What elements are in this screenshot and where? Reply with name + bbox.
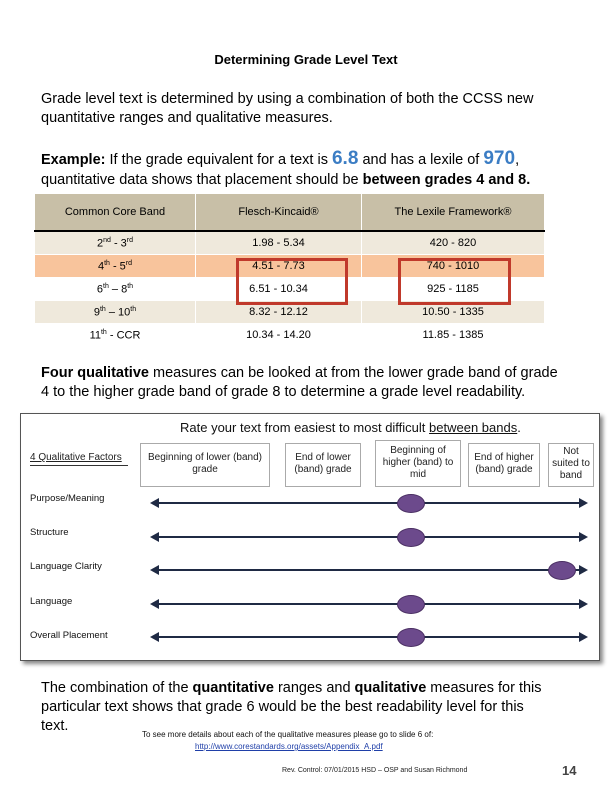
intro-paragraph: Grade level text is determined by using a combination of both the CCSS new quantitative ranges and qualitative measures.	[41, 91, 534, 126]
rate-text: Rate your text from easiest to most difficult	[180, 420, 426, 435]
scale-arrow	[150, 564, 588, 576]
table-header: Flesch-Kincaid®	[196, 194, 362, 232]
column-header	[548, 443, 594, 487]
column-header-label: Not suited to band	[552, 446, 590, 481]
example-text-2: and has a lexile of	[362, 152, 480, 168]
scale-arrow	[150, 531, 588, 543]
closing-text-3: measures for this particular text shows that grade 6 would be the best readability level for this text.	[41, 680, 542, 734]
arrowhead-right	[579, 532, 588, 542]
arrowhead-right	[579, 565, 588, 575]
fk-cell: 8.32 - 12.12	[196, 301, 362, 324]
closing-bold-1: quantitative	[192, 680, 274, 696]
lexile-highlight-box	[398, 258, 511, 305]
factor-header-label: 4 Qualitative Factors	[30, 452, 122, 463]
example-text-3: quantitative data shows that placement should be	[41, 172, 359, 188]
qualitative-bold: Four qualitative	[41, 365, 149, 381]
factor-label: Purpose/Meaning	[30, 493, 105, 504]
scale-arrow	[150, 631, 588, 643]
fk-highlight-box	[236, 258, 348, 305]
grade-value: 6.8	[331, 148, 359, 169]
fk-cell: 6.51 - 10.34	[196, 278, 362, 301]
placement-marker	[397, 628, 425, 647]
arrowhead-left	[150, 632, 159, 642]
rate-instruction	[180, 420, 521, 435]
arrowhead-left	[150, 498, 159, 508]
example-comma: ,	[515, 152, 520, 168]
closing-text-1: The combination of the	[41, 680, 189, 696]
factor-header	[30, 452, 128, 466]
arrowhead-left	[150, 599, 159, 609]
placement-marker	[397, 494, 425, 513]
band-cell: 6th – 8th	[35, 278, 196, 301]
rate-underlined: between bands	[429, 420, 518, 435]
column-header-label: End of higher (band) grade	[474, 452, 534, 475]
qualitative-paragraph	[41, 364, 561, 402]
lexile-cell: 10.50 - 1335	[362, 301, 545, 324]
lexile-cell: 420 - 820	[362, 231, 545, 255]
table-header: The Lexile Framework®	[362, 194, 545, 232]
scale-arrow	[150, 497, 588, 509]
arrowhead-left	[150, 565, 159, 575]
closing-text-2: ranges and	[277, 680, 351, 696]
band-cell: 4th - 5rd	[35, 255, 196, 278]
example-text-1: If the grade equivalent for a text is	[109, 152, 328, 168]
table-row	[35, 324, 545, 347]
table-row	[35, 231, 545, 255]
column-header	[285, 443, 361, 487]
table-header: Common Core Band	[35, 194, 196, 232]
factor-label: Language Clarity	[30, 561, 102, 572]
column-header	[468, 443, 540, 487]
column-header	[140, 443, 270, 487]
example-bold-tail: between grades 4 and 8.	[362, 172, 531, 188]
factor-label: Structure	[30, 527, 69, 538]
band-cell: 9th – 10th	[35, 301, 196, 324]
appendix-link[interactable]: http://www.corestandards.org/assets/Appendix_A.pdf	[195, 742, 383, 751]
page-title: Determining Grade Level Text	[214, 52, 398, 67]
placement-marker	[397, 595, 425, 614]
factor-label: Language	[30, 596, 73, 607]
band-cell: 2nd - 3rd	[35, 231, 196, 255]
arrowhead-right	[579, 599, 588, 609]
arrowhead-left	[150, 532, 159, 542]
example-paragraph	[41, 149, 581, 190]
lexile-cell: 740 - 1010	[362, 255, 545, 278]
factor-label: Overall Placement	[30, 630, 108, 641]
fk-cell: 4.51 - 7.73	[196, 255, 362, 278]
closing-bold-2: qualitative	[354, 680, 427, 696]
arrowhead-right	[579, 632, 588, 642]
column-header-label: Beginning of higher (band) to mid	[382, 445, 454, 480]
page-number: 14	[562, 763, 577, 778]
fk-cell: 1.98 - 5.34	[196, 231, 362, 255]
column-header-label: Beginning of lower (band) grade	[148, 452, 262, 475]
band-cell: 11th - CCR	[35, 324, 196, 347]
placement-marker	[548, 561, 576, 580]
closing-paragraph	[41, 679, 551, 736]
lexile-cell: 925 - 1185	[362, 278, 545, 301]
revision-footer: Rev. Control: 07/01/2015 HSD – OSP and Susan Richmond	[282, 767, 468, 774]
rate-end: .	[517, 420, 521, 435]
qualitative-text: measures can be looked at from the lower grade band of grade 4 to the higher grade band of grade 8 to determine a grade level readability.	[41, 365, 558, 400]
scale-arrow	[150, 598, 588, 610]
column-header-label: End of lower (band) grade	[294, 452, 352, 475]
placement-marker	[397, 528, 425, 547]
example-label: Example:	[41, 152, 106, 168]
fk-cell: 10.34 - 14.20	[196, 324, 362, 347]
lexile-value: 970	[483, 148, 516, 169]
arrowhead-right	[579, 498, 588, 508]
lexile-cell: 11.85 - 1385	[362, 324, 545, 347]
appendix-note: To see more details about each of the qualitative measures please go to slide 6 of:	[142, 730, 434, 739]
column-header	[375, 440, 461, 487]
